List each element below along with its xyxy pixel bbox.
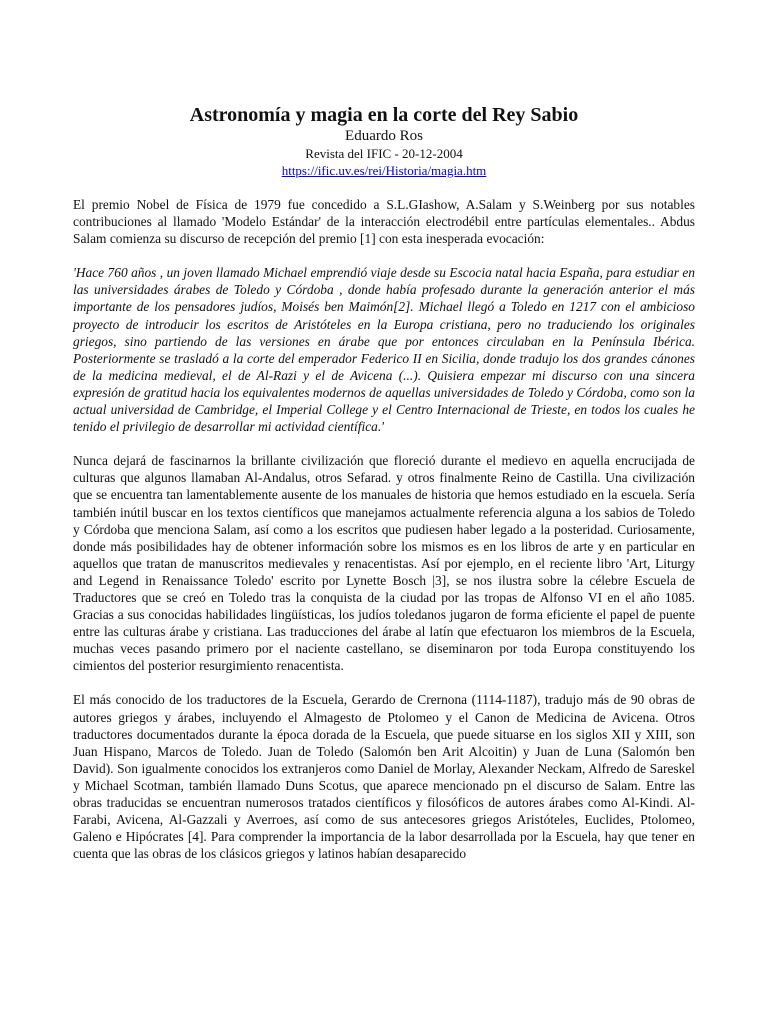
article-author: Eduardo Ros (345, 128, 423, 144)
article (73, 103, 695, 862)
salam-quote: 'Hace 760 años , un joven llamado Michael emprendió viaje desde su Escocia natal hacia España, para estudiar en las universidades árabes de Toledo y Córdoba , donde había profesado durante la generación anterior el más importante de los pensadores judíos, Moisés ben Maimón[2]. Michael llegó a Toledo en 1217 con el ambicioso proyecto de introducir los escritos de Aristóteles en la Europa cristiana, pero no traduciendo los originales griegos, sino partiendo de las versiones en árabe que por entonces circulaban en la Península Ibérica. Posteriormente se trasladó a la corte del emperador Federico II en Sicilia, donde tradujo los dos grandes cánones de la medicina medieval, el de Al-Razi y el de Avicena (...). Quisiera empezar mi discurso con una sincera expresión de gratitud hacia los equivalentes modernos de aquellas universidades de Toledo y Córdoba, como son la actual universidad de Cambridge, el Imperial College y el Centro Internacional de Trieste, en todos los cuales he tenido el privilegio de desarrollar mi actividad científica.' (73, 265, 695, 435)
third-paragraph: El más conocido de los traductores de la Escuela, Gerardo de Crernona (1114-1187), tradujo más de 90 obras de autores griegos y árabes, incluyendo el Almagesto de Ptolomeo y el Canon de Medicina de Avicena. Otros traductores documentados durante la época dorada de la Escuela, que puede situarse en los siglos XII y XIII, son Juan Hispano, Marcos de Toledo. Juan de Toledo (Salomón ben Arit Alcoitin) y Juan de Luna (Salomón ben David). Son igualmente conocidos los extranjeros como Daniel de Morlay, Alexander Neckam, Alfredo de Sareskel y Michael Scotman, también llamado Duns Scotus, que aparece mencionado pn el discurso de Salam. Entre las obras traducidas se encuentran numerosos tratados científicos y filosóficos de autores árabes como Al-Kindi. Al-Farabi, Avicena, Al-Gazzali y Averroes, así como de sus antecesores griegos Aristóteles, Euclides, Ptolomeo, Galeno e Hipócrates [4]. Para comprender la importancia de la labor desarrollada por la Escuela, hay que tener en cuenta que las obras de los clásicos griegos y latinos habían desaparecido (73, 692, 695, 862)
article-title: Astronomía y magia en la corte del Rey Sabio (189, 104, 579, 126)
second-paragraph: Nunca dejará de fascinarnos la brillante civilización que floreció durante el medievo en aquella encrucijada de culturas que algunos llamaban Al-Andalus, otros Sefarad. y otros finalmente Reino de Castilla. Una civilización que se encuentra tan lamentablemente ausente de los manuales de historia que hemos estudiado en la escuela. Sería también inútil buscar en los textos científicos que manejamos actualmente referencia alguna a los sabios de Toledo y Córdoba que menciona Salam, así como a los escritos que pudiesen haber legado a la posteridad. Curiosamente, donde más posibilidades hay de obtener información sobre los mismos es en los libros de arte y en particular en aquellos que tratan de manuscritos medievales y renacentistas. Así por ejemplo, en el reciente libro 'Art, Liturgy and Legend in Renaissance Toledo' escrito por Lynette Bosch |3], se nos ilustra sobre la célebre Escuela de Traductores que se creó en Toledo tras la conquista de la ciudad por las tropas de Alfonso VI en el año 1085. Gracias a sus conocidas habilidades lingüísticas, los judíos toledanos jugaron de forma eficiente el papel de puente entre las culturas árabe y cristiana. Las traducciones del árabe al latín que efectuaron los miembros de la Escuela, muchas veces pasando primero por el naciente castellano, se diseminaron por toda Europa constituyendo los cimientos del posterior resurgimiento renacentista. (73, 453, 695, 674)
intro-paragraph: El premio Nobel de Física de 1979 fue concedido a S.L.GIashow, A.Salam y S.Weinberg por sus notables contribuciones al llamado 'Modelo Estándar' de la interacción electrodébil entre partículas elementales.. Abdus Salam comienza su discurso de recepción del premio [1] con esta inesperada evocación: (73, 197, 695, 247)
article-source: Revista del IFIC - 20-12-2004 (305, 146, 463, 161)
article-url-link[interactable]: https://ific.uv.es/rei/Historia/magia.htm (281, 163, 487, 178)
